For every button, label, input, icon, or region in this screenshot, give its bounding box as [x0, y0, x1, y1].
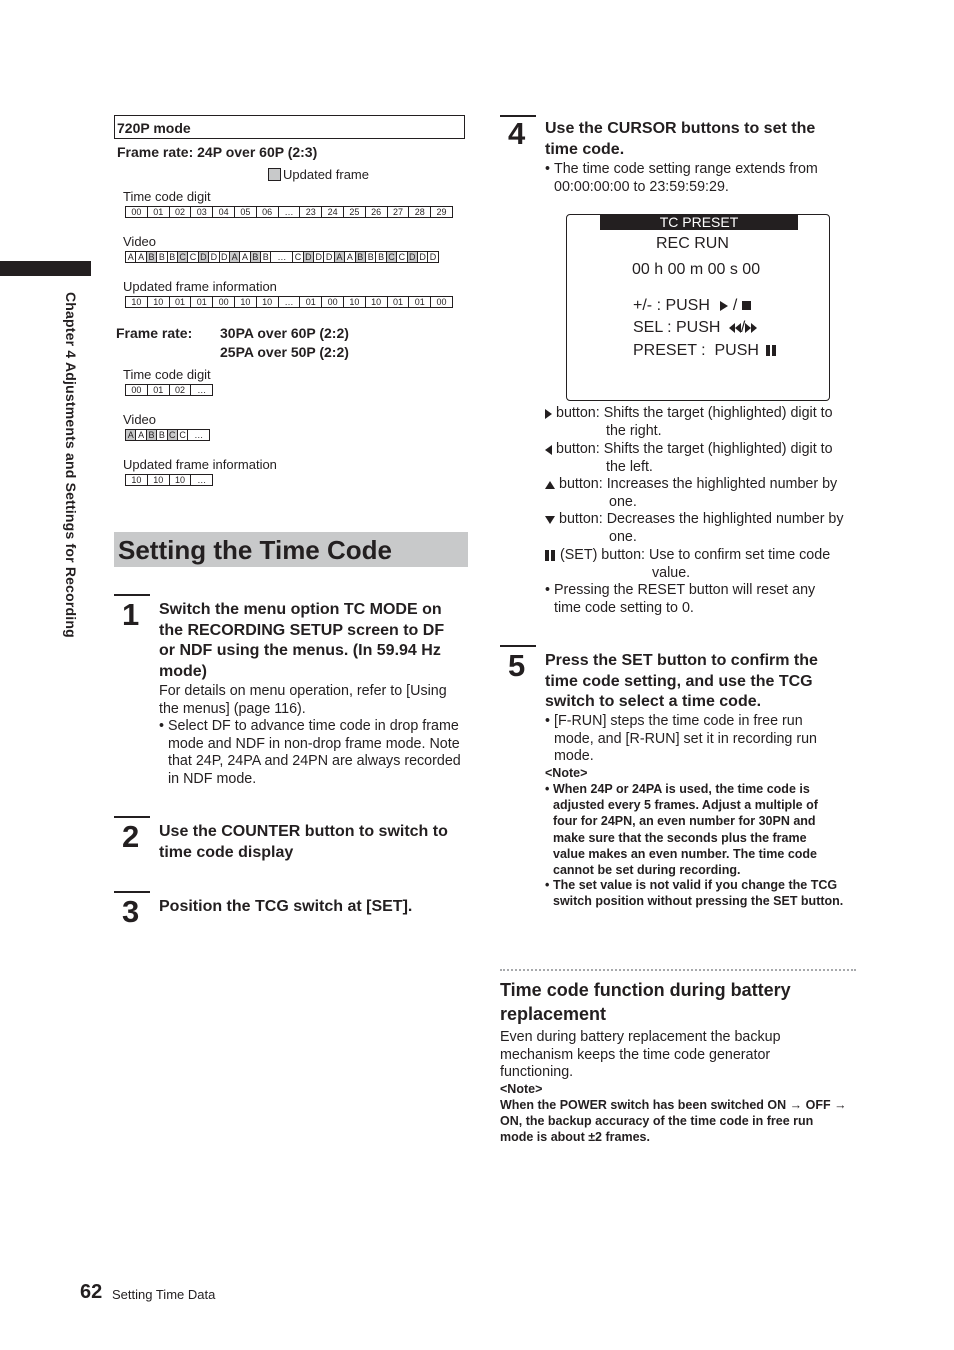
table1-digits-row	[125, 206, 452, 218]
battery-title: Time code function during battery replacement	[500, 980, 791, 1024]
set-pause-icon	[545, 550, 556, 561]
section-title: Setting the Time Code	[114, 532, 468, 567]
frame-info-cell: 10	[365, 296, 388, 308]
lcd-plus-minus-line	[633, 297, 751, 315]
btn-up-text: button: Increases the highlighted number by one.	[559, 476, 838, 510]
step4-bullet: • The time code setting range extends from 00:00:00:00 to 23:59:59:29.	[545, 161, 845, 196]
tc-digit-cell: 06	[256, 206, 279, 218]
frame-info-cell: …	[190, 474, 213, 486]
lcd-plus-minus-label: +/- : PUSH	[633, 297, 710, 314]
frame-rate-1: Frame rate: 24P over 60P (2:3)	[117, 144, 318, 160]
tc-digit-cell: …	[190, 384, 213, 396]
page-number: 62	[80, 1281, 103, 1303]
down-arrow-icon	[545, 516, 555, 524]
updated-info-label-2: Updated frame information	[123, 457, 277, 472]
step3-rule	[114, 891, 150, 893]
frame-info-cell: 10	[256, 296, 279, 308]
tc-digit-cell: 00	[125, 384, 148, 396]
video-frame-cell: C	[187, 251, 198, 263]
legend-label: Updated frame	[283, 167, 369, 182]
video-frame-cell: B	[365, 251, 376, 263]
table1-info-row	[125, 296, 452, 308]
video-frame-cell: A	[135, 251, 146, 263]
video-frame-cell: A	[344, 251, 355, 263]
btn-set-text: (SET) button: Use to confirm set time code value.	[560, 547, 831, 581]
video-frame-cell: C	[386, 251, 397, 263]
frame-rate-2-line2: 25PA over 50P (2:2)	[220, 344, 349, 360]
footer-section: Setting Time Data	[112, 1287, 216, 1302]
step2-number: 2	[122, 819, 140, 854]
btn-left-text: button: Shifts the target (highlighted) digit to the left.	[556, 441, 833, 475]
step1-bullet-text: Select DF to advance time code in drop frame mode and NDF in non-drop frame mode. Note that 24P, 24PA and 24PN are always recorded in NDF mode.	[168, 718, 461, 787]
tc-digit-cell: 01	[147, 384, 170, 396]
frame-info-cell: 10	[125, 296, 148, 308]
tc-digit-cell: 04	[212, 206, 235, 218]
frame-info-cell: 10	[234, 296, 257, 308]
tc-digit-label-1: Time code digit	[123, 189, 211, 204]
frame-info-cell: 01	[299, 296, 322, 308]
step3-heading: Position the TCG switch at [SET].	[159, 898, 413, 915]
play-icon	[720, 297, 728, 314]
lcd-sel-line	[633, 319, 757, 337]
dotted-divider	[500, 969, 856, 971]
btn-down-desc	[545, 511, 847, 546]
video-frame-cell: B	[375, 251, 386, 263]
tc-digit-cell: 28	[408, 206, 431, 218]
btn-up-desc	[545, 476, 847, 511]
frame-rate-2-line1: 30PA over 60P (2:2)	[220, 325, 349, 341]
video-frame-cell: B	[146, 251, 157, 263]
frame-info-cell: 01	[408, 296, 431, 308]
video-frame-cell: D	[407, 251, 418, 263]
legend-swatch	[268, 168, 281, 181]
slash-glyph: /	[732, 297, 738, 314]
battery-body: Even during battery replacement the backup mechanism keeps the time code generator functioning.	[500, 1029, 781, 1080]
slash-glyph-2: /	[740, 319, 746, 336]
step5-bullet-text: [F-RUN] steps the time code in free run mode, and [R-RUN] set it in recording run mode.	[554, 713, 818, 764]
video-frame-cell: D	[427, 251, 438, 263]
video-frame-cell: D	[417, 251, 428, 263]
mode-box: 720P mode	[114, 115, 465, 139]
tc-digit-cell: 23	[299, 206, 322, 218]
fast-forward-icon	[745, 319, 757, 336]
step5-note1-text: When 24P or 24PA is used, the time code is adjusted every 5 frames. Adjust a multiple of four for 24PN, an even number for 30PN and make sure that the seconds plus the frame value makes an even number. The time code cannot be set during recording.	[553, 782, 818, 878]
tc-digit-cell: 02	[169, 384, 192, 396]
btn-left-desc	[545, 441, 845, 476]
lcd-preset-line	[633, 342, 777, 360]
frame-info-cell: 10	[169, 474, 192, 486]
lcd-rec-run: REC RUN	[656, 235, 729, 252]
right-arrow-icon	[545, 409, 552, 419]
reset-bullet-text: Pressing the RESET button will reset any time code setting to 0.	[554, 582, 816, 616]
stop-icon	[742, 301, 751, 310]
step1-bullet: • Select DF to advance time code in drop frame mode and NDF in non-drop frame mode. Note that 24P, 24PA and 24PN are always recorded in NDF mode.	[159, 718, 469, 788]
video-label-2: Video	[123, 412, 157, 427]
frame-info-cell: 00	[321, 296, 344, 308]
table1-video-row	[125, 251, 438, 263]
step5-note1: • When 24P or 24PA is used, the time code is adjusted every 5 frames. Adjust a multiple of four for 24PN, an even number for 30PN and make sure that the seconds plus the frame value makes an even number. The time code cannot be set during recording.	[545, 781, 841, 878]
video-frame-cell: B	[250, 251, 261, 263]
up-arrow-icon	[545, 481, 555, 489]
battery-note-label: <Note>	[500, 1082, 543, 1096]
step4-bullet-text: The time code setting range extends from 00:00:00:00 to 23:59:59:29.	[554, 161, 818, 195]
btn-right-desc	[545, 405, 845, 440]
tc-digit-cell: 00	[125, 206, 148, 218]
tc-digit-cell: 02	[169, 206, 192, 218]
tc-digit-cell: 03	[190, 206, 213, 218]
video-frame-cell: D	[303, 251, 314, 263]
step5-rule	[500, 645, 536, 647]
video-frame-cell: A	[239, 251, 250, 263]
tc-digit-cell: 29	[430, 206, 453, 218]
step5-number: 5	[508, 648, 526, 683]
tc-digit-cell: 27	[387, 206, 410, 218]
step3-number: 3	[122, 894, 140, 929]
video-frame-cell: D	[323, 251, 334, 263]
video-frame-cell: B	[156, 429, 167, 441]
step5-note2: • The set value is not valid if you change the TCG switch position without pressing the SET button.	[545, 878, 844, 909]
step1-number: 1	[122, 597, 140, 632]
video-frame-cell: …	[187, 429, 210, 441]
video-frame-cell: A	[125, 251, 136, 263]
video-frame-cell: D	[219, 251, 230, 263]
video-frame-cell: A	[125, 429, 136, 441]
battery-note: When the POWER switch has been switched ON → OFF → ON, the backup accuracy of the time code in free run mode is about ±2 frames.	[500, 1098, 847, 1145]
btn-down-text: button: Decreases the highlighted number by one.	[559, 511, 844, 545]
video-frame-cell: D	[208, 251, 219, 263]
step5-note2-text: The set value is not valid if you change the TCG switch position without pressing the SET button.	[553, 878, 844, 909]
btn-set-desc	[545, 547, 847, 582]
tc-digit-cell: 25	[343, 206, 366, 218]
frame-info-cell: 10	[147, 296, 170, 308]
chapter-tab-bar	[0, 261, 91, 276]
lcd-preset-label: PRESET : PUSH	[633, 342, 759, 359]
step2-heading: Use the COUNTER button to switch to time code display	[159, 823, 448, 861]
tc-digit-label-2: Time code digit	[123, 367, 211, 382]
step1-body: For details on menu operation, refer to [Using the menus] (page 116).	[159, 683, 447, 717]
video-frame-cell: C	[177, 429, 188, 441]
video-frame-cell: A	[334, 251, 345, 263]
video-label-1: Video	[123, 234, 157, 249]
rewind-icon	[729, 319, 741, 336]
video-frame-cell: C	[292, 251, 303, 263]
lcd-time-value: 00 h 00 m 00 s 00	[632, 261, 761, 278]
step5-bullet: • [F-RUN] steps the time code in free run mode, and [R-RUN] set it in recording run mode.	[545, 713, 835, 766]
step2-rule	[114, 816, 150, 818]
video-frame-cell: A	[229, 251, 240, 263]
lcd-sel-label: SEL : PUSH	[633, 319, 721, 336]
video-frame-cell: C	[177, 251, 188, 263]
frame-info-cell: 10	[147, 474, 170, 486]
video-frame-cell: B	[146, 429, 157, 441]
video-frame-cell: B	[355, 251, 366, 263]
frame-info-cell: 00	[212, 296, 235, 308]
frame-info-cell: …	[278, 296, 301, 308]
updated-info-label-1: Updated frame information	[123, 279, 277, 294]
table2-info-row	[125, 474, 212, 486]
step5-note-label: <Note>	[545, 766, 588, 780]
frame-info-cell: 01	[190, 296, 213, 308]
frame-info-cell: 01	[387, 296, 410, 308]
tc-digit-cell: 05	[234, 206, 257, 218]
frame-info-cell: 10	[343, 296, 366, 308]
video-frame-cell: C	[396, 251, 407, 263]
frame-info-cell: 10	[125, 474, 148, 486]
frame-rate-2-label: Frame rate:	[116, 325, 193, 341]
legend	[268, 167, 369, 182]
video-frame-cell: B	[156, 251, 167, 263]
video-frame-cell: A	[135, 429, 146, 441]
video-frame-cell: B	[260, 251, 271, 263]
tc-preset-header: TC PRESET	[600, 214, 798, 230]
left-arrow-icon	[545, 445, 552, 455]
table2-digits-row	[125, 384, 212, 396]
tc-digit-cell: 26	[365, 206, 388, 218]
step1-rule	[114, 594, 150, 596]
video-frame-cell: D	[313, 251, 324, 263]
video-frame-cell: …	[270, 251, 293, 263]
pause-icon	[766, 345, 777, 356]
video-frame-cell: B	[167, 251, 178, 263]
reset-bullet: • Pressing the RESET button will reset any time code setting to 0.	[545, 582, 845, 617]
frame-info-cell: 01	[169, 296, 192, 308]
chapter-label: Chapter 4 Adjustments and Settings for Recording	[63, 292, 79, 638]
step1-heading: Switch the menu option TC MODE on the RECORDING SETUP screen to DF or NDF using the menus. (In 59.94 Hz mode)	[159, 601, 445, 680]
step4-heading: Use the CURSOR buttons to set the time code.	[545, 120, 816, 158]
tc-digit-cell: …	[278, 206, 301, 218]
frame-info-cell: 00	[430, 296, 453, 308]
tc-digit-cell: 24	[321, 206, 344, 218]
video-frame-cell: C	[167, 429, 178, 441]
video-frame-cell: D	[198, 251, 209, 263]
btn-right-text: button: Shifts the target (highlighted) digit to the right.	[556, 405, 833, 439]
step4-number: 4	[508, 116, 526, 151]
table2-video-row	[125, 429, 209, 441]
step5-heading: Press the SET button to confirm the time code setting, and use the TCG switch to select a time code.	[545, 652, 818, 710]
tc-digit-cell: 01	[147, 206, 170, 218]
